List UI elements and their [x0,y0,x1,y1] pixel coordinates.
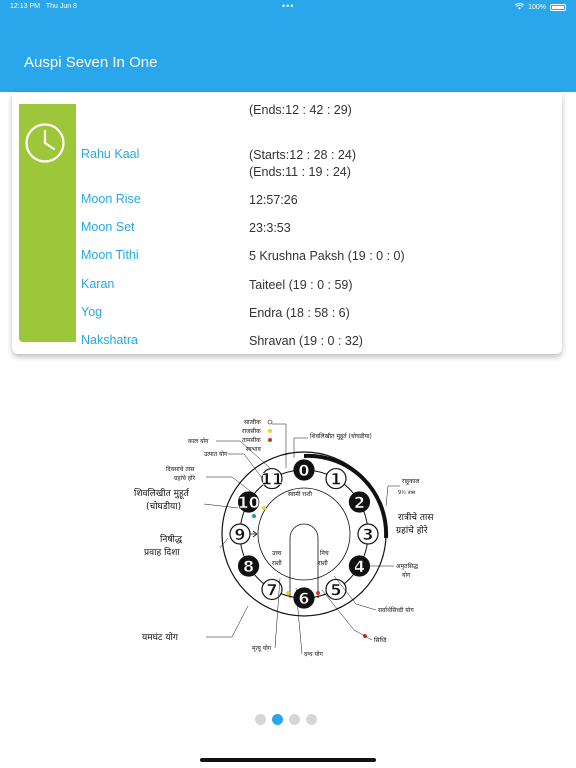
page-dot-2-active[interactable] [272,714,283,725]
label-tamsik: तामसीक [242,437,261,444]
moon-tithi-value: 5 Krushna Paksh (19 : 0 : 0) [249,249,405,263]
label-utpat-yog: उत्पात योग [204,451,228,458]
wheel-number-5: 5 [330,580,342,600]
page-dot-1[interactable] [255,714,266,725]
label-rahukal: राहूकाल [402,478,420,485]
wheel-number-10: 10 [237,493,260,512]
label-ratriche-1: रात्रीचे तास [398,513,434,523]
moon-rise-label: Moon Rise [81,192,141,206]
satvik-dot [268,420,272,424]
moon-set-value: 23:3:53 [249,221,291,235]
top-continuation-value: (Ends:12 : 42 : 29) [249,103,352,117]
home-indicator[interactable] [200,758,376,762]
label-grahanche-hore-small: ग्रहांचे होरे [174,475,196,482]
nakshatra-label: Nakshatra [81,333,138,347]
label-shivlikhit-left-1: शिवलिखीत मुहूर्त [134,489,189,499]
app-title: Auspi Seven In One [24,54,158,71]
label-nishidh-1: निषीद्ध [160,535,183,545]
label-nich-1: निच [320,550,329,557]
label-amrut-2: योग [402,572,411,579]
status-bar [0,0,576,14]
muhurt-wheel-diagram [120,408,460,660]
red-dot-bottom [316,591,320,595]
label-mrutyu: मृत्यू योग [252,645,272,652]
label-dagdha: दग्ध योग [304,651,323,658]
wheel-number-8: 8 [243,557,255,576]
wheel-number-1: 1 [330,469,342,489]
wheel-number-11: 11 [260,469,284,489]
karan-label: Karan [81,277,115,291]
battery-icon [550,4,566,11]
label-uchcha-1: उच्च [272,550,282,557]
battery-percent: 100% [528,4,546,11]
label-satvik: सात्वीक [244,419,261,426]
page-dot-4[interactable] [306,714,317,725]
label-sarvartha: सर्वार्थसिध्दी योग [378,607,414,614]
rahu-kaal-value: (Starts:12 : 28 : 24) (Ends:11 : 19 : 24) [249,148,356,179]
label-yamghant: यमघंट योग [142,633,178,643]
clock-icon [24,122,66,164]
label-tas-fraction: 9½ तास [398,490,416,496]
yellow-dot-bottom [286,591,290,595]
label-nich-2: राशी [318,560,328,567]
karan-value: Taiteel (19 : 0 : 59) [249,278,353,292]
page-dot-3[interactable] [289,714,300,725]
yog-label: Yog [81,305,103,319]
nakshatra-value: Shravan (19 : 0 : 32) [249,334,363,348]
label-swami-rashi: स्वामी राशी [288,491,312,498]
multitask-dots[interactable]: ••• [282,1,295,11]
label-uchcha-2: राशी [272,560,282,567]
wheel-number-7: 7 [266,580,278,600]
navigation-bar [0,14,576,92]
label-siddhi: सिध्दि [374,637,387,644]
label-rajsik: राजसीक [242,428,261,435]
label-swabhav: स्वभाव [246,446,261,453]
wheel-number-9: 9 [234,525,246,544]
yellow-dot [262,506,266,510]
wheel-number-3: 3 [362,525,374,544]
rajsik-dot [268,429,272,433]
wheel-number-4: 4 [353,557,365,576]
panchang-card [12,92,562,354]
teal-dot [252,514,256,518]
wheel-number-0: 0 [298,461,310,480]
status-time-date: 12:13 PM Thu Jun 8 [10,3,77,10]
label-nishidh-2: प्रवाह दिशा [144,548,180,558]
label-shivlikhit-top: शिवलिखीत मुहूर्त (चोघडीया) [310,433,372,440]
label-kaal-yog: काल योग [188,438,209,445]
yog-value: Endra (18 : 58 : 6) [249,306,350,320]
tamsik-dot [268,438,272,442]
label-ratriche-2: ग्रहांचे होरे [396,526,428,536]
wheel-number-6: 6 [298,589,310,608]
label-amrut-1: अमृतसिद्ध [396,563,418,570]
moon-tithi-label: Moon Tithi [81,248,139,262]
rahu-kaal-label: Rahu Kaal [81,147,140,161]
label-divsache-tas: दिवसाचे तास [166,466,195,473]
wifi-icon [515,3,524,12]
moon-rise-value: 12:57:26 [249,193,298,207]
moon-set-label: Moon Set [81,220,135,234]
wheel-number-2: 2 [353,493,365,512]
page-indicator[interactable] [255,714,317,725]
wheel-dots [252,506,367,638]
label-shivlikhit-left-2: (चोघडीया) [146,502,182,512]
status-right [515,3,566,12]
